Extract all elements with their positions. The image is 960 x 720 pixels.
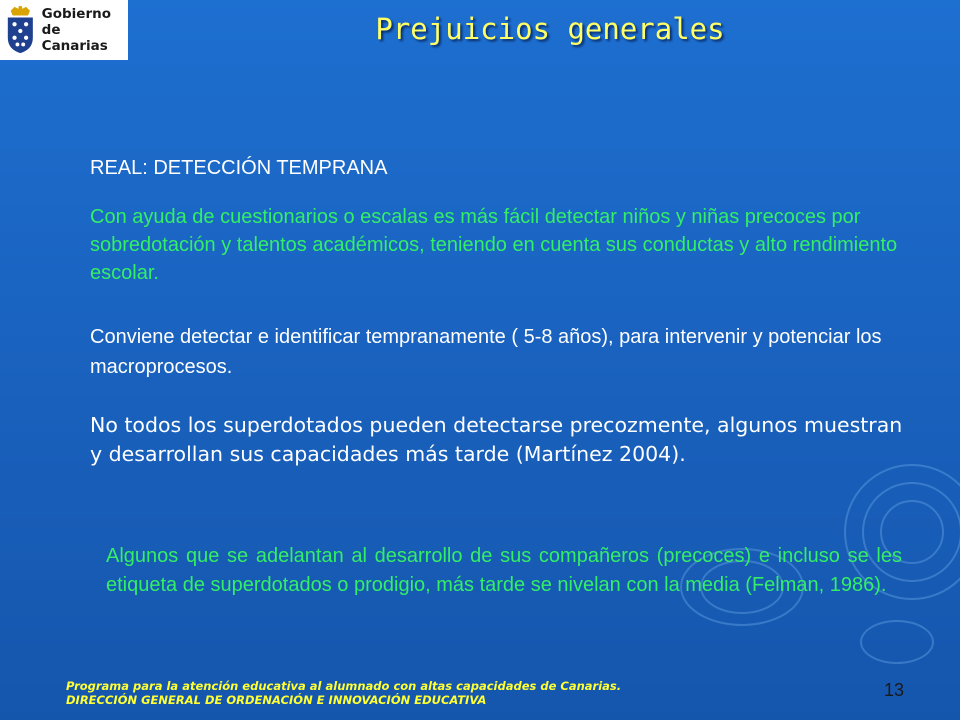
footer-program: Programa para la atención educativa al alumnado con altas capacidades de Canarias.: [66, 679, 622, 693]
logo-line-2: de Canarias: [41, 22, 108, 54]
paragraph-questionnaires: Con ayuda de cuestionarios o escalas es más fácil detectar niños y niñas precoces por sobredotación y talentos académicos, teniendo en cuenta sus conductas y alto rendimiento escolar.: [90, 206, 898, 284]
slide-title: Prejuicios generales: [375, 12, 725, 46]
paragraph-precocious: Algunos que se adelantan al desarrollo de sus compañeros (precoces) e incluso se les etiqueta de superdotados o prodigio, más tarde se nivelan con la media (Felman, 1986).: [106, 545, 902, 596]
page-number: 13: [884, 680, 905, 700]
footer-direction: DIRECCIÓN GENERAL DE ORDENACIÓN E INNOVACIÓN EDUCATIVA: [66, 693, 487, 707]
section-heading: REAL: DETECCIÓN TEMPRANA: [90, 157, 388, 179]
footer: [66, 679, 621, 707]
logo-line-1: Gobierno: [41, 6, 112, 22]
slide-title-wrapper: [0, 12, 960, 46]
paragraph-late-development: No todos los superdotados pueden detectarse precozmente, algunos muestran y desarrollan sus capacidades más tarde (Martínez 2004).: [90, 413, 903, 466]
paragraph-early-detection: Conviene detectar e identificar tempranamente ( 5-8 años), para intervenir y potenciar los macroprocesos.: [90, 326, 882, 378]
